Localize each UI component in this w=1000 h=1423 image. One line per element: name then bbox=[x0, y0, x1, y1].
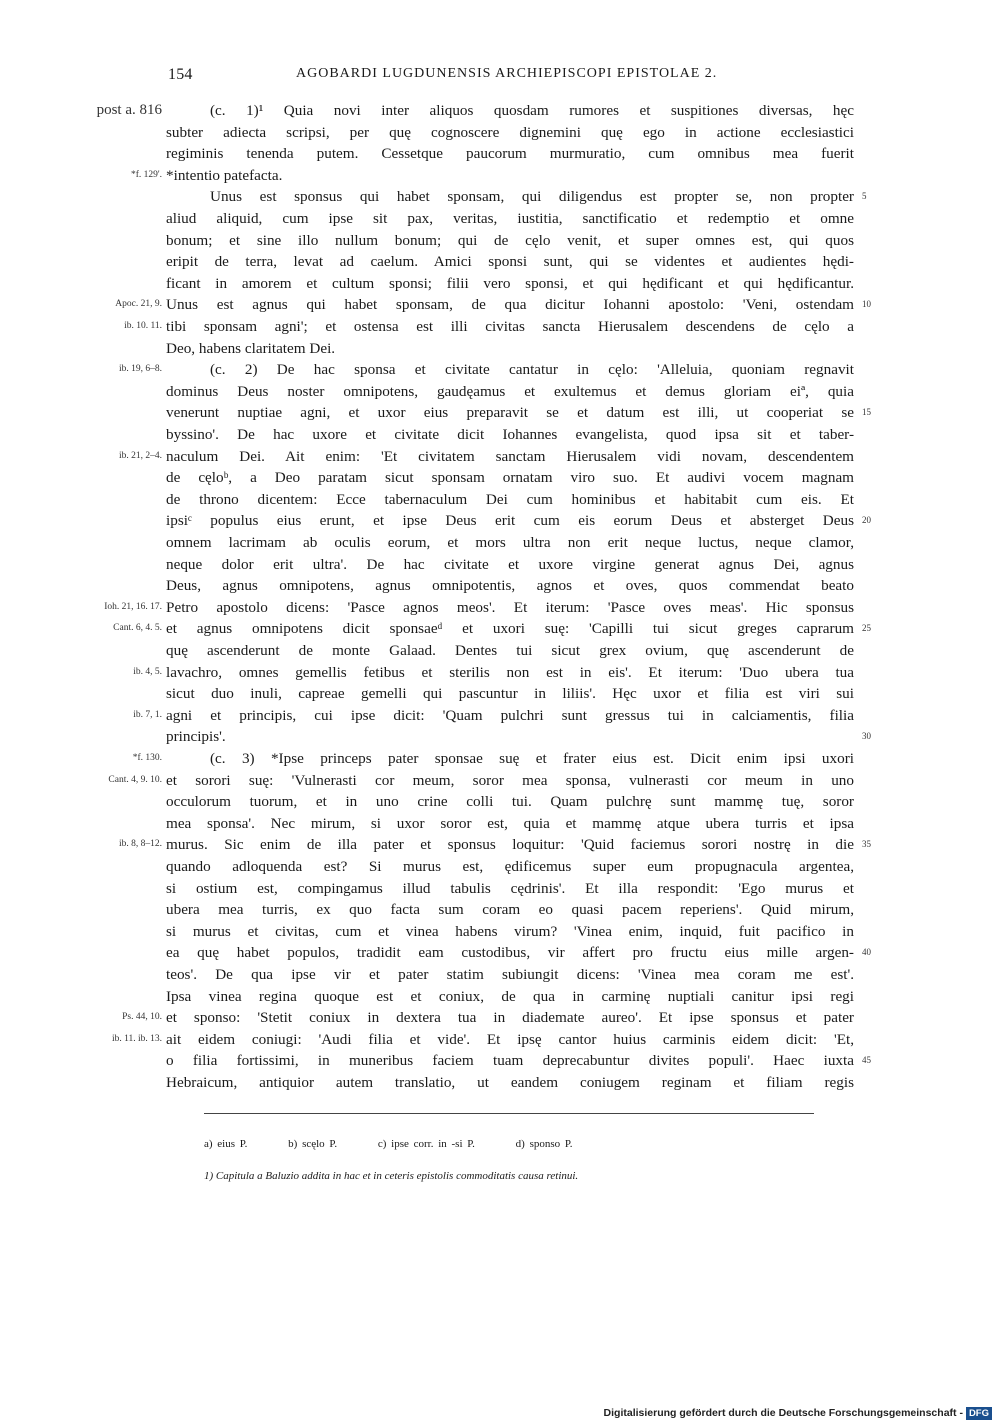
text-line: subter adiecta scripsi, per quę cognoscere dignemini quę ego in actione ecclesiastici bbox=[166, 123, 854, 141]
text-line: Petro apostolo dicens: 'Pasce agnos meos'. Et iterum: 'Pasce oves meas'. Hic sponsus bbox=[166, 598, 854, 616]
text-line: et agnus omnipotens dicit sponsaeᵈ et uxori suę: 'Capilli tui sicut greges caprarum bbox=[166, 620, 854, 638]
text-line: ficant in amorem et cultum sponsi; filii vero sponsi, et qui hędificant et qui hędificantur. bbox=[166, 274, 854, 292]
funding-credit-text: Digitalisierung gefördert durch die Deutsche Forschungsgemeinschaft - bbox=[603, 1407, 963, 1419]
margin-reference: ib. 7, 1. bbox=[133, 709, 162, 720]
text-line: regiminis tenenda putem. Cessetque paucorum murmuratio, cum omnibus mea fuerit bbox=[166, 145, 854, 163]
line-number: 30 bbox=[862, 731, 871, 742]
text-line: de throno dicentem: Ecce tabernaculum Dei cum hominibus et habitabit cum eis. Et bbox=[166, 490, 854, 508]
line-number: 15 bbox=[862, 407, 871, 418]
text-line: o filia fortissimi, in muneribus faciem tuam deprecabuntur divites populi'. Haec iuxta bbox=[166, 1052, 854, 1070]
margin-reference: Ioh. 21, 16. 17. bbox=[104, 601, 162, 612]
text-line: si murus et civitas, cum et vinea habens virum? 'Vinea enim, inquid, fuit pacifico in bbox=[166, 922, 854, 940]
text-line: et sponso: 'Stetit coniux in dextera tua in diademate aureo'. Et ipse sponsus et pater bbox=[166, 1009, 854, 1027]
variant-note: d) sponso P. bbox=[515, 1138, 573, 1150]
text-line: lavachro, omnes gemellis fetibus et sterilis non est in eis'. Et iterum: 'Duo ubera tua bbox=[166, 663, 854, 681]
line-number: 35 bbox=[862, 839, 871, 850]
text-line: ea quę habet populos, tradidit eam custodibus, vir affert pro fructu eius mille argen- bbox=[166, 944, 854, 962]
text-line: murus. Sic enim de illa pater et sponsus loquitur: 'Quid faciemus sorori nostrę in die bbox=[166, 836, 854, 854]
text-line: occulorum tuorum, et in uno crine colli tui. Quam pulchrę sunt mammę tuę, soror bbox=[166, 793, 854, 811]
text-line: ait eidem coniugi: 'Audi filia et vide'. Et ipsę cantor huius carminis eidem dicit: 'Et, bbox=[166, 1030, 854, 1048]
text-line: naculum Dei. Ait enim: 'Et civitatem sanctam Hierusalem vidi novam, descendentem bbox=[166, 447, 854, 465]
line-number: 40 bbox=[862, 947, 871, 958]
funding-credit bbox=[604, 1407, 992, 1420]
margin-reference: Cant. 6, 4. 5. bbox=[113, 623, 162, 634]
text-line: neque dolor erit ultra'. De hac civitate et uxore virgine generat agnus Dei, agnus bbox=[166, 555, 854, 573]
text-line: Deo, habens claritatem Dei. bbox=[166, 339, 336, 357]
margin-reference: Ps. 44, 10. bbox=[122, 1012, 162, 1023]
text-line: (c. 2) De hac sponsa et civitate cantatur in cęlo: 'Alleluia, quoniam regnavit bbox=[210, 361, 854, 379]
line-number: 5 bbox=[862, 191, 867, 202]
line-number: 20 bbox=[862, 515, 871, 526]
margin-reference: *f. 130. bbox=[132, 753, 162, 763]
text-line: bonum; et sine illo nullum bonum; qui de cęlo venit, et super omnes est, qui quos bbox=[166, 231, 854, 249]
text-line: tibi sponsam agni'; et ostensa est illi civitas sancta Hierusalem descendens de cęlo a bbox=[166, 318, 854, 335]
critical-apparatus bbox=[204, 1138, 609, 1150]
text-line: si ostium est, compingamus illud tabulis cędrinis'. Et illa respondit: 'Ego murus et bbox=[166, 879, 854, 897]
margin-reference: ib. 10. 11. bbox=[124, 321, 162, 331]
text-line: Ipsa vinea regina quoque est et coniux, de qua in carminę nuptiali canitur ipsi regi bbox=[166, 987, 854, 1005]
margin-reference: ib. 11. ib. 13. bbox=[111, 1033, 162, 1044]
text-line: teos'. De qua ipse vir et pater statim subiungit dicens: 'Vinea mea coram me est'. bbox=[166, 966, 854, 983]
margin-reference: Cant. 4, 9. 10. bbox=[108, 774, 162, 785]
dfg-logo: DFG bbox=[966, 1407, 992, 1420]
margin-reference: ib. 8, 8–12. bbox=[118, 839, 162, 850]
line-number: 25 bbox=[862, 623, 871, 634]
text-line: sicut duo inuli, capreae gemelli qui pascuntur in liliis'. Hęc uxor et filia est viri sui bbox=[166, 685, 854, 703]
page-number: 154 bbox=[168, 66, 193, 83]
variant-note: b) scęlo P. bbox=[288, 1138, 338, 1150]
text-line: aliud aliquid, cum ipse sit pax, veritas, iustitia, sanctificatio et redemptio et omne bbox=[166, 210, 854, 227]
text-line: et sorori suę: 'Vulnerasti cor meum, soror mea sponsa, vulnerasti cor meum in uno bbox=[166, 771, 854, 789]
text-line: byssino'. De hac uxore et civitate dicit Iohannes evangelista, quod ipsa sit et taber- bbox=[166, 426, 854, 443]
line-number: 45 bbox=[862, 1055, 871, 1066]
text-line: ubera mea turris, ex quo facta sum coram eo quasi pacem reperiens'. Quid mirum, bbox=[166, 901, 854, 919]
text-line: agni et principis, cui ipse dicit: 'Quam pulchri sunt gressus tui in calciamentis, filia bbox=[166, 706, 854, 724]
margin-reference: *f. 129'. bbox=[130, 169, 162, 180]
variant-note: a) eius P. bbox=[204, 1138, 248, 1150]
text-line: mea sponsa'. Nec mirum, si uxor soror est, quia et mammę atque ubera turris et ipsa bbox=[166, 814, 854, 832]
text-line: *intentio patefacta. bbox=[166, 166, 283, 184]
running-title: AGOBARDI LUGDUNENSIS ARCHIEPISCOPI EPISTOLAE 2. bbox=[296, 66, 718, 81]
footnote-divider bbox=[204, 1113, 814, 1114]
footnote: 1) Capitula a Baluzio addita in hac et in ceteris epistolis commoditatis causa retinui. bbox=[204, 1170, 579, 1182]
text-line: Deus, agnus omnipotens, agnus omnipotentis, agnos et oves, quos commendat beato bbox=[166, 577, 854, 595]
text-line: de cęloᵇ, a Deo paratam sicut sponsam ornatam viro suo. Et audivi vocem magnam bbox=[166, 469, 854, 487]
text-line: Unus est sponsus qui habet sponsam, qui diligendus est propter se, non propter bbox=[210, 188, 854, 206]
margin-reference: ib. 21, 2–4. bbox=[118, 450, 162, 461]
line-number: 10 bbox=[862, 299, 871, 310]
text-line: ipsiᶜ populus eius erunt, et ipse Deus erit cum eis eorum Deus et absterget Deus bbox=[166, 512, 854, 530]
text-line: (c. 3) *Ipse princeps pater sponsae suę et frater eius est. Dicit enim ipsi uxori bbox=[210, 750, 854, 767]
margin-reference: ib. 19, 6–8. bbox=[118, 364, 162, 375]
text-line: dominus Deus noster omnipotens, gaudęamus et exultemus et demus gloriam eiª, quia bbox=[166, 382, 854, 400]
text-line: Unus est agnus qui habet sponsam, de qua dicitur Iohanni apostolo: 'Veni, ostendam bbox=[166, 296, 854, 314]
text-line: (c. 1)¹ Quia novi inter aliquos quosdam rumores et suspitiones diversas, hęc bbox=[210, 102, 854, 119]
margin-reference: post a. 816 bbox=[96, 102, 162, 118]
text-line: venerunt nuptiae agni, et uxor eius preparavit se et datum est illi, ut cooperiat se bbox=[166, 404, 854, 422]
text-line: quando adloquenda est? Si murus est, ędificemus super eum propugnacula argentea, bbox=[166, 858, 854, 875]
text-line: Hebraicum, antiquior autem translatio, ut eandem coniugem reginam et filiam regis bbox=[166, 1074, 854, 1091]
variant-note: c) ipse corr. in -si P. bbox=[377, 1138, 475, 1150]
text-line: eripit de terra, levat ad caelum. Amici sponsi sunt, qui se videntes et audientes hędi- bbox=[166, 253, 854, 271]
margin-reference: ib. 4, 5. bbox=[133, 666, 162, 677]
text-line: principis'. bbox=[166, 728, 226, 746]
text-line: omnem lacrimam ab oculis eorum, et mors ultra non erit neque luctus, neque clamor, bbox=[166, 534, 854, 551]
text-line: quę ascenderunt de monte Galaad. Dentes tui sicut grex ovium, quę ascenderunt de bbox=[166, 642, 854, 659]
margin-reference: Apoc. 21, 9. bbox=[115, 299, 162, 310]
